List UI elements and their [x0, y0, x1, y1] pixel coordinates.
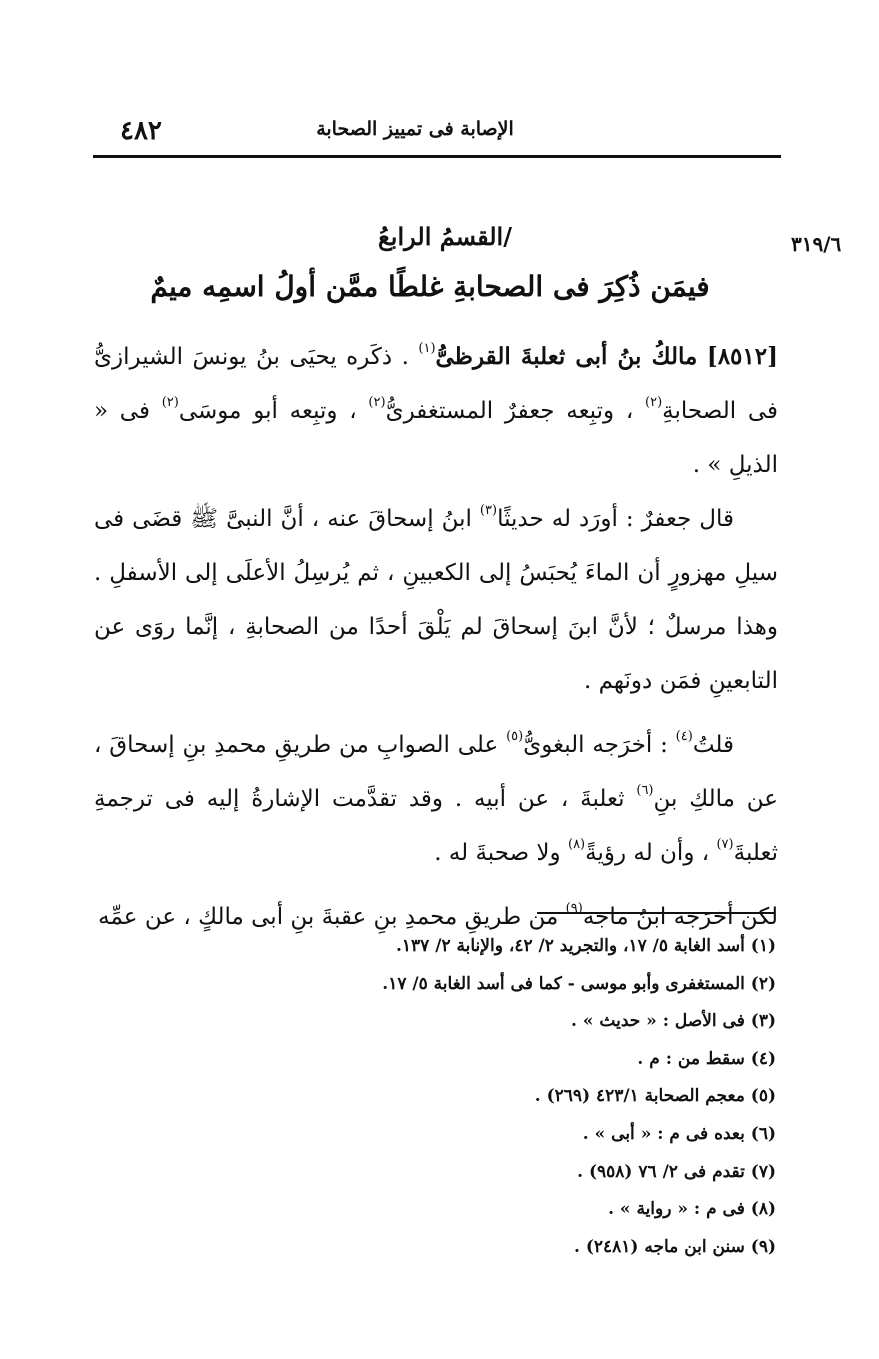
footnote-3: (٣) فى الأصل : « حديث » .: [571, 1011, 776, 1032]
entry-name: مالكُ بنُ أبى ثعلبةَ القرظىُّ: [435, 343, 698, 370]
running-header-title: الإصابة فى تمييز الصحابة: [316, 118, 514, 140]
text-run: ابنُ إسحاقَ عنه ، أنَّ النبىَّ ﷺ قضَى فى سيلِ مهزورٍ أن الماءَ يُحبَسُ إلى الكعبينِ ، ثم يُرسِلُ الأعلَى إلى الأسفلِ . وهذا مرسلٌ ؛ لأنَّ ابنَ إسحاقَ لم يَلْقَ أحدًا من الصحابةِ ، إنَّما روَى عن التابعينِ فمَن دونَهم .: [94, 506, 778, 694]
footnote-marker: (٣): [479, 503, 498, 518]
footnote-marker: (٢): [645, 395, 663, 410]
paragraph-entry-intro: [94, 330, 778, 492]
entry-number: [٨٥١٢]: [706, 343, 779, 370]
section-heading: /القسمُ الرابعُ: [378, 222, 512, 251]
header-rule: [93, 155, 781, 158]
text-run: ، وتبِعه أبو موسَى: [178, 398, 357, 424]
footnote-7: (٧) تقدم فى ٢/ ٧٦ (٩٥٨) .: [577, 1161, 776, 1182]
text-run: فى « الذيلِ » .: [94, 398, 778, 478]
footnote-marker: (١): [418, 341, 436, 356]
text-run: . ذكَره يحيَى بنُ يونسَ الشيرازىُّ فى الصحابةِ: [94, 344, 778, 424]
footnote-5: (٥) معجم الصحابة ٤٢٣/١ (٢٦٩) .: [534, 1086, 776, 1107]
footnote-marker: (٢): [161, 395, 179, 410]
text-run: على الصوابِ من طريقِ محمدِ بنِ إسحاقَ ، عن مالكِ بنِ: [94, 732, 779, 812]
footnotes: [200, 928, 776, 1266]
footnote-marker: (٥): [506, 729, 524, 744]
footnote-1: (١) أسد الغابة ٥/ ١٧، والتجريد ٢/ ٤٢، والإنابة ٢/ ١٣٧.: [395, 936, 776, 956]
page-number: ٤٨٢: [120, 116, 162, 146]
footnote-marker: (٨): [567, 837, 586, 852]
text-run: قال جعفرٌ : أورَد له حديثًا: [497, 506, 735, 532]
main-text: [94, 330, 778, 944]
text-run: ، وتبِعه جعفرٌ المستغفرىُّ: [385, 398, 634, 424]
footnote-4: (٤) سقط من : م .: [637, 1048, 776, 1069]
footnote-marker: (٤): [675, 729, 693, 744]
footnote-marker: (٦): [636, 783, 654, 798]
text-run: ، وأن له رؤيةً: [585, 840, 710, 866]
section-subheading: فيمَن ذُكِرَ فى الصحابةِ غلطًا ممَّن أولُ اسمِه ميمٌ: [150, 270, 710, 303]
footnote-6: (٦) بعده فى م : « أبى » .: [582, 1123, 776, 1144]
text-run: ثعلبةَ ، عن أبيه . وقد تقدَّمت الإشارةُ إليه فى ترجمةِ ثعلبةَ: [94, 786, 778, 866]
text-run: من طريقِ محمدِ بنِ عقبةَ بنِ أبى مالكٍ ، عن عمِّه: [98, 904, 559, 930]
text-run: قلتُ: [692, 732, 735, 758]
text-run: : أخرَجه البغوىُّ: [523, 732, 668, 758]
footnote-marker: (٧): [716, 837, 734, 852]
text-run: لكن أخرَجه ابنُ ماجه: [582, 904, 778, 930]
footnote-9: (٩) سنن ابن ماجه (٢٤٨١) .: [574, 1236, 776, 1257]
margin-reference: ٣١٩/٦: [791, 232, 842, 256]
text-run: ولا صحبةَ له .: [434, 840, 561, 866]
paragraph-jafar-quote: [94, 492, 778, 708]
paragraph-author-note: [94, 718, 778, 880]
footnote-marker: (٢): [368, 395, 386, 410]
footnote-separator: [537, 912, 775, 914]
footnote-8: (٨) فى م : « رواية » .: [608, 1199, 776, 1220]
footnote-2: (٢) المستغفرى وأبو موسى - كما فى أسد الغابة ٥/ ١٧.: [382, 973, 776, 994]
footnote-marker: (٩): [565, 901, 583, 916]
